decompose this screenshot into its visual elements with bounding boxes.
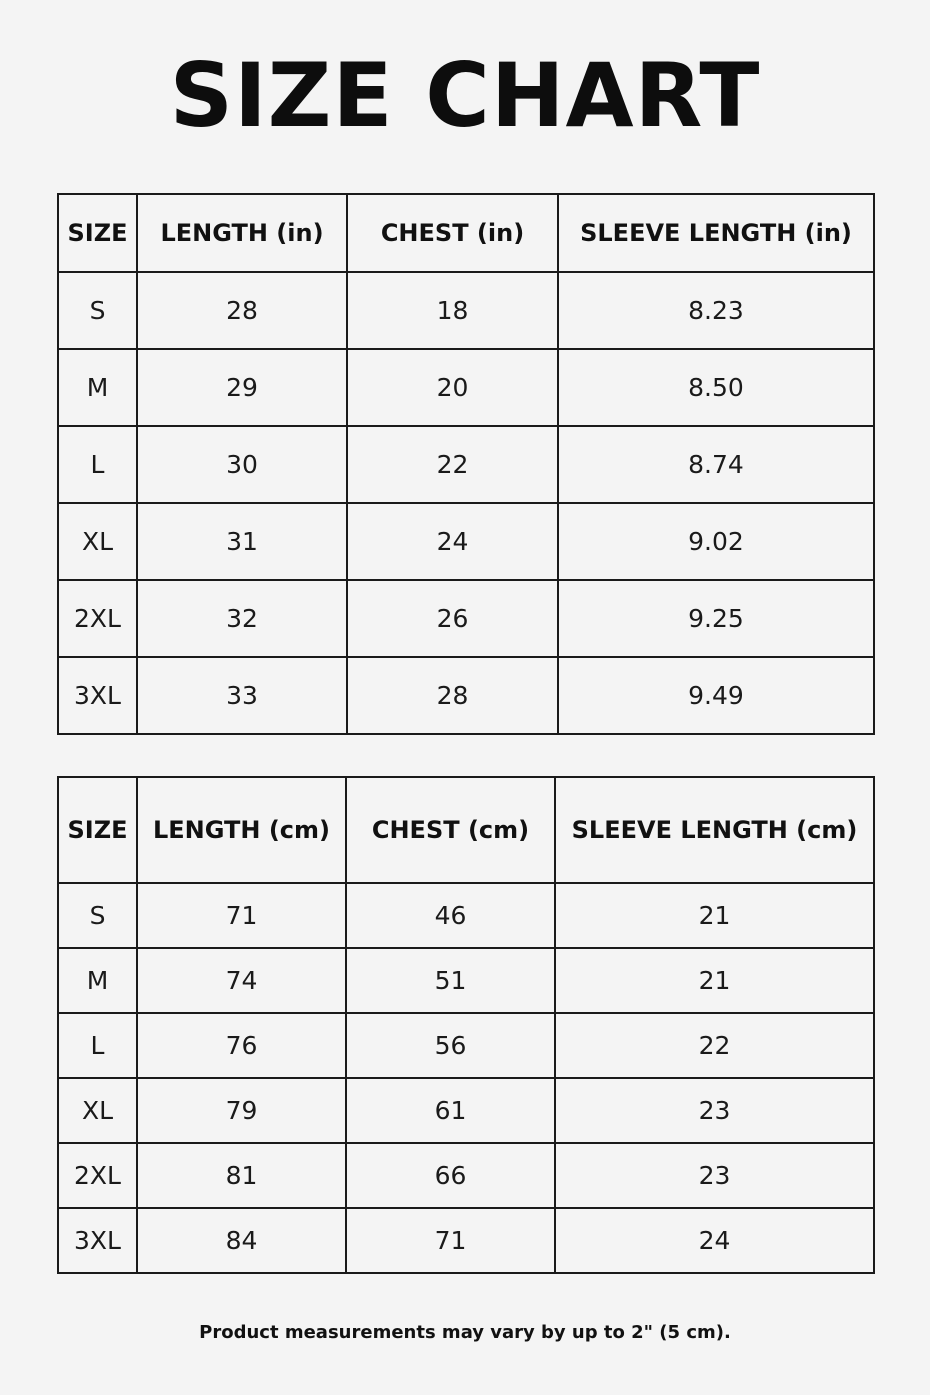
cell-length: 29 [137, 349, 347, 426]
cell-size: L [58, 426, 137, 503]
cell-size: M [58, 948, 137, 1013]
cell-size: 2XL [58, 1143, 137, 1208]
cell-chest: 56 [346, 1013, 555, 1078]
cell-chest: 61 [346, 1078, 555, 1143]
cell-length: 30 [137, 426, 347, 503]
table-row [58, 426, 874, 503]
column-header-sleeve-length: SLEEVE LENGTH (in) [558, 194, 874, 272]
cell-size: S [58, 272, 137, 349]
table-row [58, 883, 874, 948]
cell-chest: 28 [347, 657, 558, 734]
table-row [58, 657, 874, 734]
cell-sleeve-length: 8.74 [558, 426, 874, 503]
cell-size: XL [58, 503, 137, 580]
cell-sleeve-length: 23 [555, 1143, 874, 1208]
cell-chest: 24 [347, 503, 558, 580]
cell-length: 31 [137, 503, 347, 580]
table-row [58, 1078, 874, 1143]
cell-sleeve-length: 21 [555, 948, 874, 1013]
column-header-chest: CHEST (in) [347, 194, 558, 272]
cell-chest: 26 [347, 580, 558, 657]
cell-sleeve-length: 9.49 [558, 657, 874, 734]
cell-sleeve-length: 23 [555, 1078, 874, 1143]
cell-length: 71 [137, 883, 346, 948]
cell-size: S [58, 883, 137, 948]
cell-chest: 18 [347, 272, 558, 349]
column-header-size: SIZE [58, 194, 137, 272]
cell-size: 3XL [58, 657, 137, 734]
cell-chest: 51 [346, 948, 555, 1013]
cell-size: XL [58, 1078, 137, 1143]
cell-size: 3XL [58, 1208, 137, 1273]
cell-length: 84 [137, 1208, 346, 1273]
cell-chest: 71 [346, 1208, 555, 1273]
column-header-size: SIZE [58, 777, 137, 883]
table-row [58, 1013, 874, 1078]
cell-length: 79 [137, 1078, 346, 1143]
column-header-chest: CHEST (cm) [346, 777, 555, 883]
table-row [58, 349, 874, 426]
cell-sleeve-length: 22 [555, 1013, 874, 1078]
table-row [58, 1208, 874, 1273]
cell-sleeve-length: 24 [555, 1208, 874, 1273]
size-table-inches [57, 193, 875, 735]
cell-sleeve-length: 9.25 [558, 580, 874, 657]
table-row [58, 948, 874, 1013]
size-table-centimeters [57, 776, 875, 1274]
table-row [58, 1143, 874, 1208]
cell-size: L [58, 1013, 137, 1078]
cell-size: M [58, 349, 137, 426]
cell-sleeve-length: 8.23 [558, 272, 874, 349]
column-header-length: LENGTH (cm) [137, 777, 346, 883]
cell-size: 2XL [58, 580, 137, 657]
cell-chest: 20 [347, 349, 558, 426]
measurement-disclaimer: Product measurements may vary by up to 2" (5 cm). [199, 1322, 731, 1343]
cell-chest: 66 [346, 1143, 555, 1208]
cell-sleeve-length: 9.02 [558, 503, 874, 580]
cell-length: 76 [137, 1013, 346, 1078]
cell-chest: 46 [346, 883, 555, 948]
cell-length: 81 [137, 1143, 346, 1208]
table-header-row [58, 777, 874, 883]
column-header-length: LENGTH (in) [137, 194, 347, 272]
cell-length: 74 [137, 948, 346, 1013]
cell-sleeve-length: 21 [555, 883, 874, 948]
table-row [58, 580, 874, 657]
column-header-sleeve-length: SLEEVE LENGTH (cm) [555, 777, 874, 883]
cell-chest: 22 [347, 426, 558, 503]
table-row [58, 272, 874, 349]
cell-length: 28 [137, 272, 347, 349]
table-header-row [58, 194, 874, 272]
page-title: SIZE CHART [169, 44, 761, 147]
cell-length: 32 [137, 580, 347, 657]
cell-length: 33 [137, 657, 347, 734]
table-row [58, 503, 874, 580]
cell-sleeve-length: 8.50 [558, 349, 874, 426]
